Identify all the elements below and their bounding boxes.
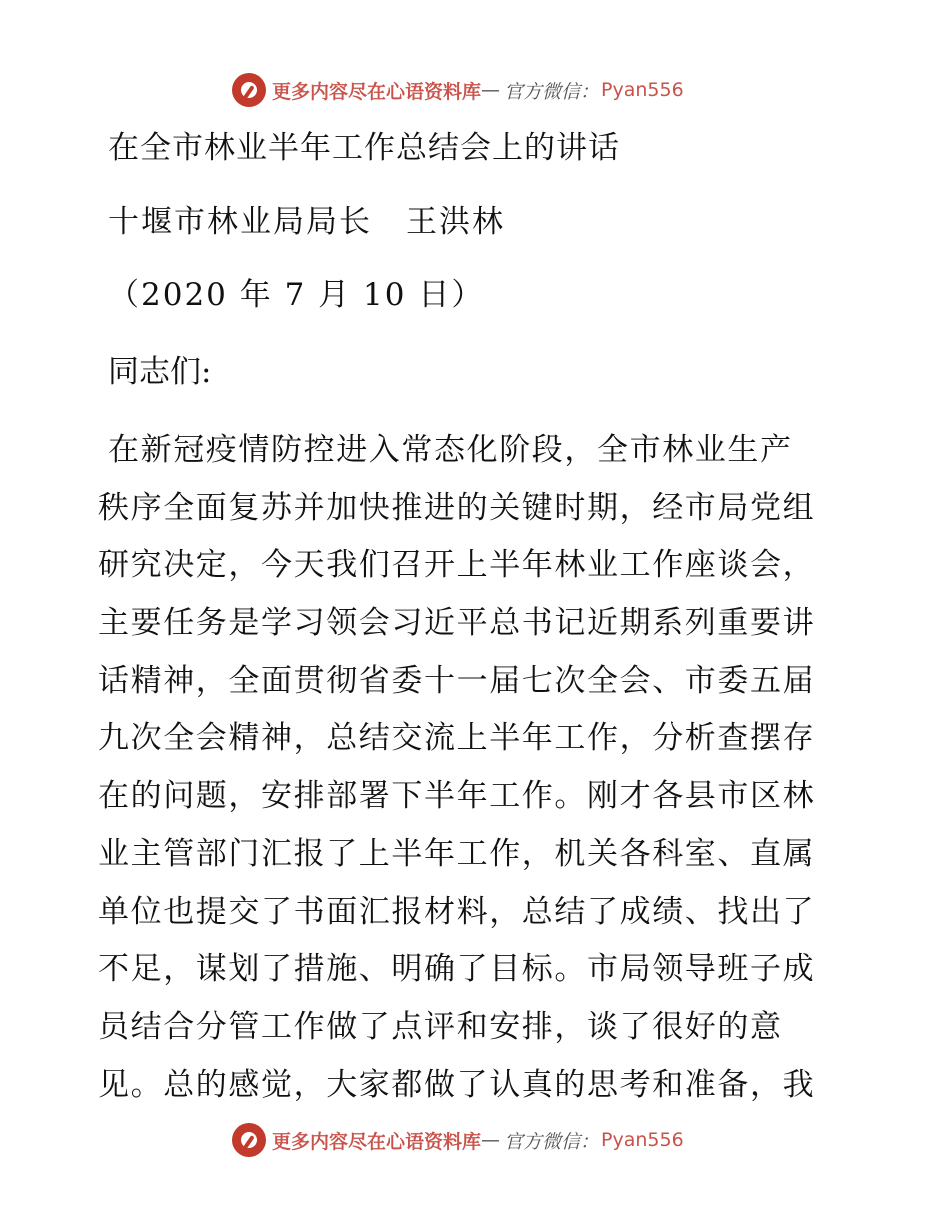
watermark-wechat-id: Pyan556 — [601, 1129, 684, 1151]
document-title: 在全市林业半年工作总结会上的讲话 — [108, 130, 620, 166]
watermark-footer — [232, 1122, 684, 1158]
paragraph-line: 秩序全面复苏并加快推进的关键时期，经市局党组 — [98, 489, 816, 526]
watermark-wechat-label: 官方微信： — [504, 1130, 600, 1153]
watermark-text: 更多内容尽在心语资料库 — [272, 1130, 482, 1153]
watermark-separator: — — [481, 79, 501, 101]
document-date: （2020 年 7 月 10 日） — [108, 277, 485, 313]
paragraph-line: 业主管部门汇报了上半年工作，机关各科室、直属 — [98, 835, 816, 872]
paragraph-line: 单位也提交了书面汇报材料，总结了成绩、找出了 — [98, 893, 816, 930]
paragraph-line: 员结合分管工作做了点评和安排，谈了很好的意 — [98, 1008, 783, 1045]
pen-logo-icon — [232, 73, 266, 107]
paragraph-line: 主要任务是学习领会习近平总书记近期系列重要讲 — [98, 605, 816, 642]
paragraph-line: 九次全会精神，总结交流上半年工作，分析查摆存 — [98, 720, 816, 757]
pen-logo-icon — [232, 1123, 266, 1157]
paragraph-line: 在的问题，安排部署下半年工作。刚才各县市区林 — [98, 778, 816, 815]
watermark-wechat-id: Pyan556 — [601, 79, 684, 101]
paragraph-line: 话精神，全面贯彻省委十一届七次全会、市委五届 — [98, 662, 816, 699]
body-paragraph — [98, 422, 858, 1114]
watermark-header — [232, 72, 684, 108]
paragraph-line: 不足，谋划了措施、明确了目标。市局领导班子成 — [98, 951, 816, 988]
paragraph-line: 见。总的感觉，大家都做了认真的思考和准备，我 — [98, 1066, 816, 1103]
watermark-wechat-label: 官方微信： — [504, 80, 600, 103]
author-title: 十堰市林业局局长 — [108, 204, 372, 240]
paragraph-line: 在新冠疫情防控进入常态化阶段，全市林业生产 — [108, 432, 793, 468]
watermark-separator: — — [481, 1129, 501, 1151]
watermark-text: 更多内容尽在心语资料库 — [272, 80, 482, 103]
paragraph-line: 研究决定，今天我们召开上半年林业工作座谈会， — [98, 547, 816, 584]
salutation: 同志们: — [108, 354, 212, 390]
author-name: 王洪林 — [406, 204, 505, 240]
document-author — [108, 202, 505, 242]
